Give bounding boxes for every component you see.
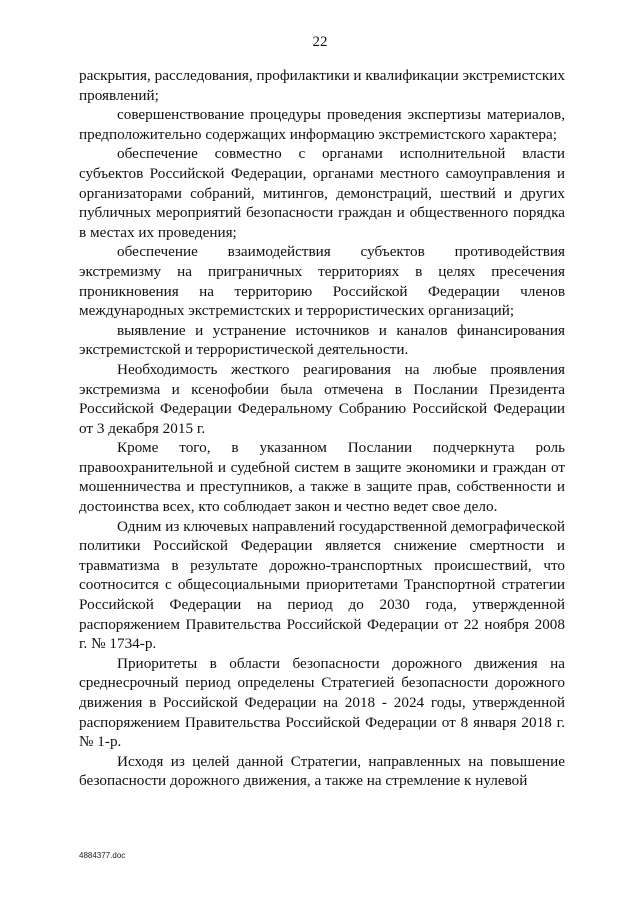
paragraph: выявление и устранение источников и каналов финансирования экстремистской и террористической деятельности. — [79, 321, 565, 359]
paragraph: обеспечение совместно с органами исполнительной власти субъектов Российской Федерации, органами местного самоуправления и организаторами собраний, митингов, демонстраций, шествий и других публичных мероприятий безопасности граждан и общественного порядка в местах их проведения; — [79, 145, 565, 241]
paragraph: Одним из ключевых направлений государственной демографической политики Российской Федерации является снижение смертности и травматизма в результате дорожно-транспортных происшествий, что соотносится с общесоциальными приоритетами Транспортной стратегии Российской Федерации на период до 2030 года, утвержденной распоряжением Правительства Российской Федерации от 22 ноября 2008 г. № 1734-р. — [79, 517, 565, 653]
document-file-code: 4884377.doc — [79, 851, 126, 860]
page-number: 22 — [312, 34, 328, 50]
paragraph: обеспечение взаимодействия субъектов противодействия экстремизму на приграничных территориях в целях пресечения проникновения на территорию Российской Федерации членов международных экстремистских и террористических организаций; — [79, 243, 565, 320]
paragraph: Кроме того, в указанном Послании подчеркнута роль правоохранительной и судебной систем в защите экономики и граждан от мошенничества и преступников, а также в защите прав, собственности и достоинства всех, кто соблюдает закон и честно ведет свое дело. — [79, 439, 565, 516]
paragraph: Приоритеты в области безопасности дорожного движения на среднесрочный период определены Стратегией безопасности дорожного движения в Российской Федерации на 2018 - 2024 годы, утвержденной распоряжением Правительства Российской Федерации от 8 января 2018 г. № 1-р. — [79, 654, 565, 751]
paragraph: Исходя из целей данной Стратегии, направленных на повышение безопасности дорожного движения, а также на стремление к нулевой — [79, 752, 565, 790]
paragraph: Необходимость жесткого реагирования на любые проявления экстремизма и ксенофобии была отмечена в Послании Президента Российской Федерации Федеральному Собранию Российской Федерации от 3 декабря 2015 г. — [79, 360, 565, 437]
paragraph: совершенствование процедуры проведения экспертизы материалов, предположительно содержащих информацию экстремистского характера; — [79, 106, 565, 143]
document-body — [79, 66, 565, 791]
paragraph-continuation: раскрытия, расследования, профилактики и квалификации экстремистских проявлений; — [79, 67, 565, 104]
